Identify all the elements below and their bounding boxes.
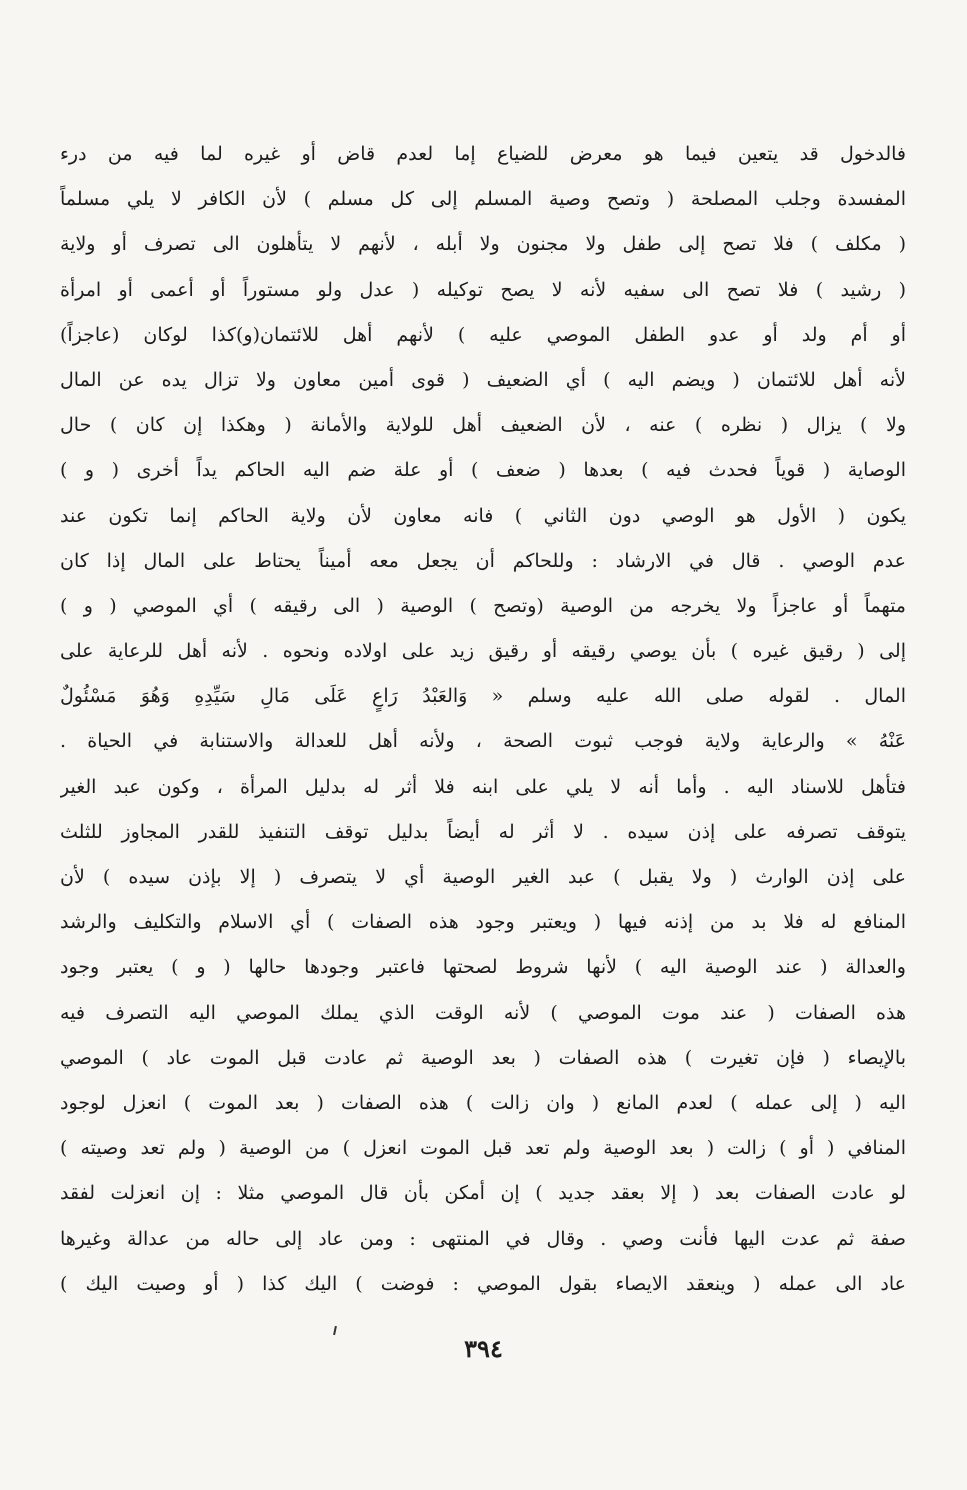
text-line: إلى ( رقيق غيره ) بأن يوصي رقيقه أو رقيق زيد على اولاده ونحوه . لأنه أهل للرعاية على bbox=[60, 640, 906, 663]
text-line: أو أم ولد أو عدو الطفل الموصي عليه ) لأنهم أهل للائتمان(و)كذا لوكان (عاجزاً) bbox=[60, 323, 906, 346]
text-line: فالدخول قد يتعين فيما هو معرض للضياع إما لعدم قاض أو غيره لما فيه من درء bbox=[60, 143, 906, 165]
text-line: متهماً أو عاجزاً ولا يخرجه من الوصية (وتصح ) الوصية ( الى رقيقه ) أي الموصي ( و ) bbox=[60, 594, 906, 617]
text-line: فتأهل للاسناد اليه . وأما أنه لا يلي على ابنه فلا أثر له بدليل المرأة ، وكون عبد الغير bbox=[60, 775, 906, 798]
text-line: والعدالة ( عند الوصية اليه ) لأنها شروط لصحتها فاعتبر وجودها حالها ( و ) يعتبر وجود bbox=[60, 956, 906, 979]
text-line: المنافع له فلا بد من إذنه فيها ( ويعتبر وجود هذه الصفات ) أي الاسلام والتكليف والرشد bbox=[60, 911, 906, 934]
text-line: ( مكلف ) فلا تصح إلى طفل ولا مجنون ولا أبله ، لأنهم لا يتأهلون الى تصرف أو ولاية bbox=[60, 233, 906, 256]
text-line: عدم الوصي . قال في الارشاد : وللحاكم أن يجعل معه أميناً يحتاط على المال إذا كان bbox=[60, 549, 906, 572]
text-line: لو عادت الصفات بعد ( إلا بعقد جديد ) إن أمكن بأن قال الموصي مثلا : إن انعزلت لفقد bbox=[60, 1182, 906, 1205]
text-line: المنافي ( أو ) زالت ( بعد الوصية ولم تعد قبل الموت انعزل ) من الوصية ( ولم تعد وصيته ) bbox=[60, 1137, 906, 1160]
text-line: لأنه أهل للائتمان ( ويضم اليه ) أي الضعيف ( قوى أمين معاون ولا تزال يده عن المال bbox=[60, 368, 906, 391]
text-line: المفسدة وجلب المصلحة ( وتصح وصية المسلم إلى كل مسلم ) لأن الكافر لا يلي مسلماً bbox=[60, 188, 906, 211]
text-line: المال . لقوله صلى الله عليه وسلم « وَالعَبْدُ رَاعٍ عَلَى مَالِ سَيِّدِهِ وَهُوَ مَسْئُولٌ bbox=[60, 685, 906, 708]
text-line: عَنْهُ » والرعاية ولاية فوجب ثبوت الصحة ، ولأنه أهل للعدالة والاستنابة في الحياة . bbox=[60, 730, 906, 753]
body-text bbox=[60, 132, 906, 1307]
text-line: على إذن الوارث ( ولا يقبل ) عبد الغير الوصية أي لا يتصرف ( إلا بإذن سيده ) لأن bbox=[60, 866, 906, 888]
text-line: بالإيصاء ( فإن تغيرت ) هذه الصفات ( بعد الوصية ثم عادت قبل الموت عاد ) الموصي bbox=[60, 1046, 906, 1069]
text-line: ( رشيد ) فلا تصح الى سفيه لأنه لا يصح توكيله ( عدل ولو مستوراً أو أعمى أو امرأة bbox=[60, 278, 906, 301]
text-line: الوصاية ( قوياً فحدث فيه ) بعدها ( ضعف ) أو علة ضم اليه الحاكم يداً أخرى ( و ) bbox=[60, 459, 906, 482]
text-line: هذه الصفات ( عند موت الموصي ) لأنه الوقت الذي يملك الموصي اليه التصرف فيه bbox=[60, 1001, 906, 1024]
text-line: يكون ( الأول هو الوصي دون الثاني ) فانه معاون لأن ولاية الحاكم إنما تكون عند bbox=[60, 504, 906, 527]
text-line: اليه ( إلى عمله ) لعدم المانع ( وان زالت ) هذه الصفات ( بعد الموت ) انعزل لوجود bbox=[60, 1091, 906, 1114]
text-line: صفة ثم عدت اليها فأنت وصي . وقال في المنتهى : ومن عاد إلى حاله من عدالة وغيرها bbox=[60, 1227, 906, 1250]
page-number: ٣٩٤ bbox=[464, 1334, 503, 1363]
text-line: يتوقف تصرفه على إذن سيده . لا أثر له أيضاً بدليل توقف التنفيذ للقدر المجاوز للثلث bbox=[60, 820, 906, 843]
text-line: عاد الى عمله ( وينعقد الايصاء بقول الموصي : فوضت ) اليك كذا ( أو وصيت اليك ) bbox=[60, 1272, 906, 1295]
text-line: ولا ) يزال ( نظره ) عنه ، لأن الضعيف أهل للولاية والأمانة ( وهكذا إن كان ) حال bbox=[60, 414, 906, 437]
